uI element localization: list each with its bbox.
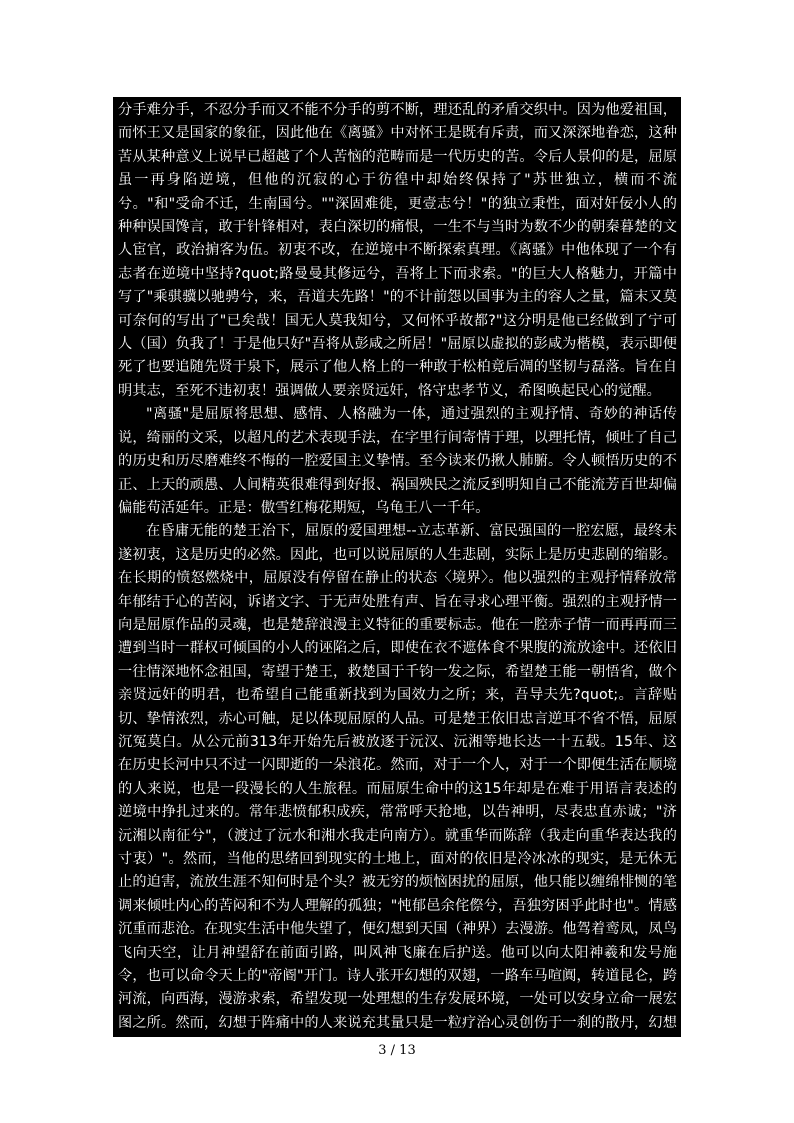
paragraph-1: 分手难分手，不忍分手而又不能不分手的剪不断，理还乱的矛盾交织中。因为他爱祖国，而怀王又是国家的象征，因此他在《离骚》中对怀王是既有斥责，而又深深地眷恋，这种苦从某种意义上说早已超越了个人苦恼的范畴而是一代历史的苦。令后人景仰的是，屈原虽一再身陷逆境，但他的沉寂的心于彷徨中却始终保持了"苏世独立，横而不流兮。"和"受命不迁，生南国兮。""深固难徙，更壹志兮！"的独立秉性，面对奸佞小人的种种误国馋言，敢于针锋相对，表白深切的痛恨，一生不与当时为数不少的朝秦暮楚的文人宦官，政治掮客为伍。初衷不改，在逆境中不断探索真理。《离骚》中他体现了一个有志者在逆境中坚持?quot;路曼曼其修远兮，吾将上下而求索。"的巨大人格魅力，开篇中写了"乘骐骥以驰骋兮，来，吾道夫先路！"的不计前怨以国事为主的容人之量，篇末又莫可奈何的写出了"已矣哉！国无人莫我知兮，又何怀乎故都?"这分明是他已经做到了宁可人（国）负我了！于是他只好"吾将从彭咸之所居！"屈原以虚拟的彭咸为楷模，表示即便死了也要追随先贤于泉下，展示了他人格上的一种敢于松柏竟后凋的坚韧与磊落。旨在自明其志，至死不违初衷！强调做人要亲贤远奸，恪守忠孝节义，希图唤起民心的觉醒。	[118, 102, 677, 399]
document-text-block	[113, 97, 681, 1037]
page-number: 3 / 13	[378, 1043, 416, 1058]
paragraph-2: "离骚"是屈原将思想、感情、人格融为一体，通过强烈的主观抒情、奇妙的神话传说，绮丽的文采，以超凡的艺术表现手法，在字里行间寄情于理，以理托情，倾吐了自己的历史和历尽磨难终不悔的一腔爱国主义挚情。至今读来仍揪人肺腑。令人顿悟历史的不正、上天的顽愚、人间精英很难得到好报、祸国殃民之流反到明知自己不能流芳百世却偏偏能苟活延年。正是：傲雪红梅花期短，乌龟王八一千年。	[118, 406, 677, 516]
paragraph-3: 在昏庸无能的楚王治下，屈原的爱国理想--立志革新、富民强国的一腔宏愿，最终未遂初衷，这是历史的必然。因此，也可以说屈原的人生悲剧，实际上是历史悲剧的缩影。在长期的愤怒燃烧中，屈原没有停留在静止的状态〈境界〉。他以强烈的主观抒情释放常年郁结于心的苦闷，诉诸文字、于无声处胜有声、旨在寻求心理平衡。强烈的主观抒情一向是屈原作品的灵魂，也是楚辞浪漫主义特征的重要标志。他在一腔赤子情一而再再而三遭到当时一群权可倾国的小人的诬陷之后，即使在衣不遮体食不果腹的流放途中。还依旧一往情深地怀念祖国，寄望于楚王，救楚国于千钧一发之际，希望楚王能一朝悟省，做个亲贤远奸的明君，也希望自己能重新找到为国效力之所；来，吾导夫先?quot;。言辞贴切、挚情浓烈，赤心可触，足以体现屈原的人品。可是楚王依旧忠言逆耳不省不悟，屈原沉冤莫白。从公元前313年开始先后被放逐于沅汉、沅湘等地长达一十五载。15年、这在历史长河中只不过一闪即逝的一朵浪花。然而，对于一个人，对于一个即便生活在顺境的人来说，也是一段漫长的人生旅程。而屈原生命中的这15年却是在难于用语言表述的逆境中挣扎过来的。常年悲愤郁积成疾，常常呼天抢地，以告神明，尽表忠直赤诚；"济沅湘以南征兮"，（渡过了沅水和湘水我走向南方）。就重华而陈辞（我走向重华表达我的寸衷）"。然而，当他的思绪回到现实的土地上，面对的依旧是冷冰冰的现实，是无休无止的迫害，流放生涯不知何时是个头？被无穷的烦恼困扰的屈原，他只能以缠绵悱恻的笔调来倾吐内心的苦闷和不为人理解的孤独；"忳郁邑余侘傺兮，吾独穷困乎此时也"。情感沉重而悲沧。在现实生活中他失望了，便幻想到天国（神界）去漫游。他驾着鸾凤，凤鸟飞向天空，让月神望舒在前面引路，叫风神飞廉在后护送。他可以向太阳神羲和发号施令，也可以命令天上的"帝阍"开门。诗人张开幻想的双翅，一路车马喧阗，转道昆仑，跨河流，向西海，漫游求索，希望发现一处理想的生存发展环境，一处可以安身立命一展宏图之所。然而，幻想于阵痛中的人来说充其量只是一粒疗治心灵创伤于一刹的散丹，幻想	[118, 523, 677, 1031]
